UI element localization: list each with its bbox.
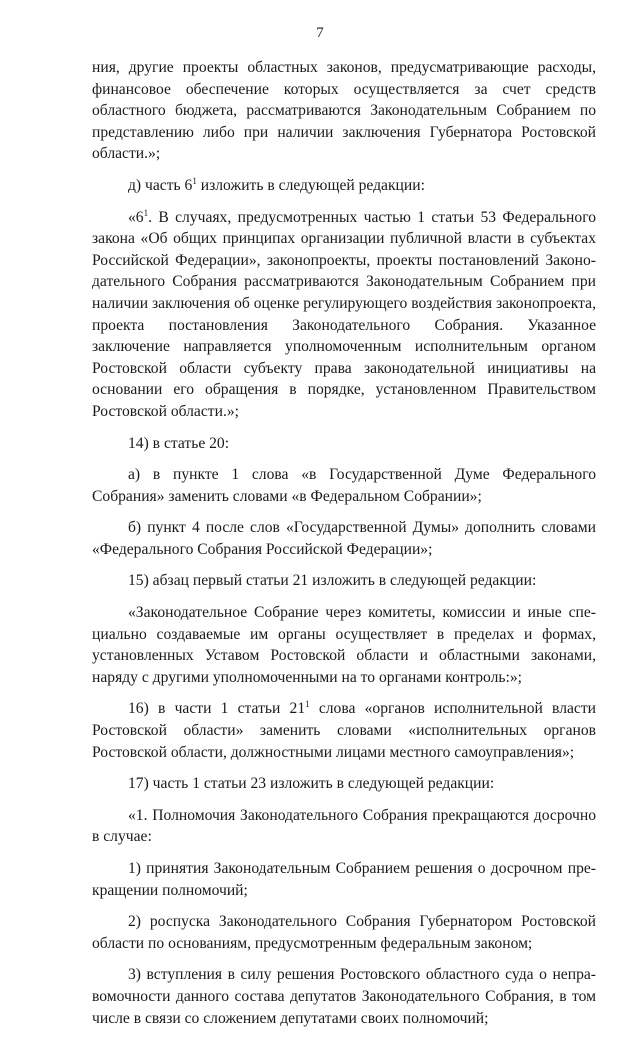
paragraph-article-23-part-1: «1. Полномочия Законодательного Собрания прекращаются досрочно в случае: — [92, 806, 596, 846]
paragraph-text: «6 — [128, 208, 144, 226]
paragraph-continuation: ния, другие проекты областных законов, предусматривающие расходы, финансовое обеспечение которых осуществляется за счет средств областного бюджета, рассматриваются Законодательным Собранием по представлению либо при наличии заключения Губернатора Ростовской области.»; — [92, 59, 596, 163]
paragraph-text: изложить в следующей редакции: — [196, 176, 425, 194]
paragraph-subitem-2: 2) роспуска Законодательного Собрания Губернатором Ростовской области по основаниям, предусмотренным федеральным законом; — [92, 913, 596, 952]
paragraph-text: д) часть 6 — [128, 176, 193, 194]
document-body — [92, 57, 596, 1039]
paragraph-item-14b: б) пункт 4 после слов «Государственной Думы» дополнить словами «Федерального Собрания Российской Федерации»; — [92, 519, 596, 558]
paragraph-item-d — [92, 175, 596, 197]
paragraph-text: 16) в части 1 статьи 21 — [128, 700, 306, 718]
paragraph-text: слова «органов исполнительной власти Ростовской области» заменить словами «исполнительных органов Ростовской области, должностными лицами местного самоуправления»; — [92, 700, 596, 761]
paragraph-item-14a: а) в пункте 1 слова «в Государственной Думе Федерального Собрания» заменить словами «в Федеральном Собрании»; — [92, 466, 596, 505]
paragraph-text: . В случаях, предусмотренных частью 1 статьи 53 Федерального закона «Об общих принципах организации публичной власти в субъектах Российской Федерации», законопроекты, проекты постановлений Законодательного Собрания рассматриваются Законодательным Собранием при наличии заключения об оценке регулирующего воздействия законопроекта, проекта постановления Законодательного Собрания. Указанное заключение направляется уполномоченным исполнительным органом Ростовской области субъекту права законодательной инициативы на основании его обращения в порядке, установленном Правительством Ростовской области.»; — [92, 208, 596, 420]
superscript-index: 1 — [192, 175, 197, 186]
superscript-index: 1 — [305, 699, 310, 710]
paragraph-part-6-1 — [92, 207, 596, 423]
paragraph-item-16 — [92, 698, 596, 763]
paragraph-item-15: 15) абзац первый статьи 21 изложить в следующей редакции: — [128, 572, 537, 590]
paragraph-item-14: 14) в статье 20: — [128, 434, 230, 452]
paragraph-item-17: 17) часть 1 статьи 23 изложить в следующей редакции: — [128, 775, 495, 793]
paragraph-article-21-text: «Законодательное Собрание через комитеты, комиссии и иные специально создаваемые им органы осуществляет в пределах и формах, установленных Уставом Ростовской области и областными законами, наряду с другими уполномоченными на то органами контроль:»; — [92, 604, 596, 686]
paragraph-subitem-3: 3) вступления в силу решения Ростовского областного суда о неправомочности данного состава депутатов Законодательного Собрания, в том числе в связи со сложением депутатами своих полномочий; — [92, 966, 596, 1027]
superscript-index: 1 — [143, 207, 149, 218]
page-number: 7 — [316, 25, 324, 41]
paragraph-subitem-1: 1) принятия Законодательным Собранием решения о досрочном прекращении полномочий; — [92, 860, 596, 899]
